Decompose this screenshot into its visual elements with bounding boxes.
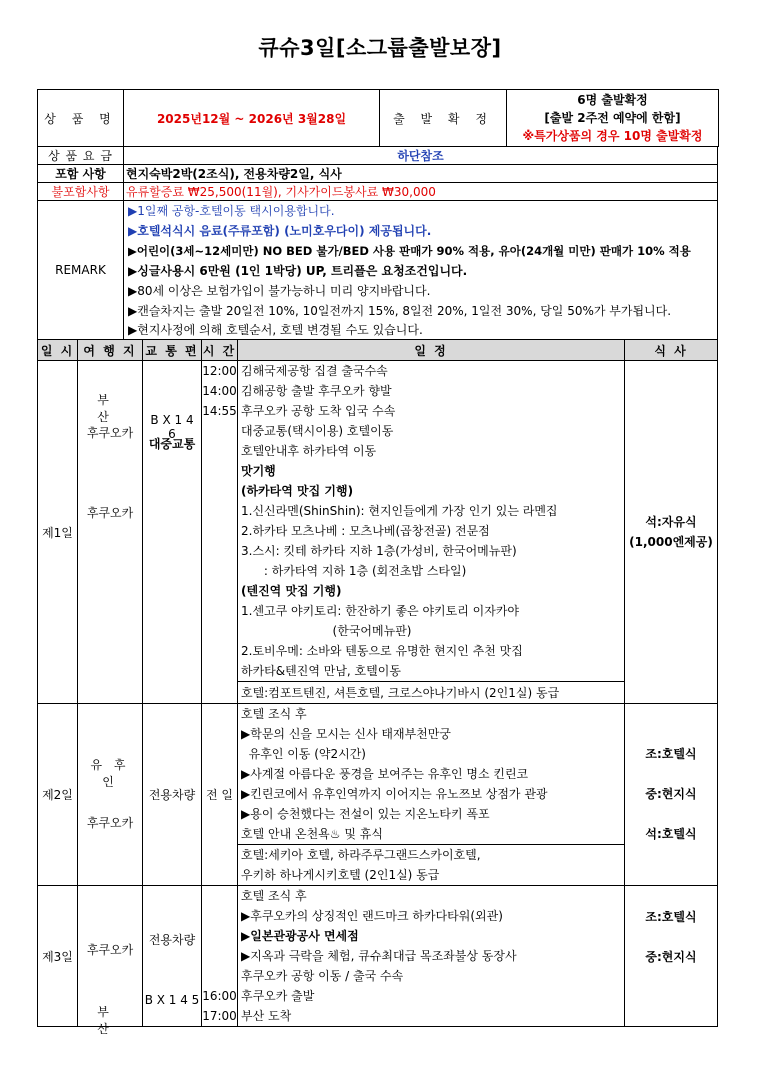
day2-meals xyxy=(625,704,718,886)
excluded-label: 불포함사항 xyxy=(38,183,124,201)
schedule-table xyxy=(37,339,718,1036)
day3-vehicle: 전용차량 xyxy=(148,933,196,947)
itinerary-item: (하카타역 맛집 기행) xyxy=(241,484,354,498)
itinerary-item: ▶용이 승천했다는 전설이 있는 지온노타키 폭포 xyxy=(241,807,490,821)
itinerary-item: 맛기행 xyxy=(241,464,276,478)
day1-transit: 대중교통 xyxy=(148,437,196,451)
day2-time: 전 일 xyxy=(202,704,238,886)
remark-item: ▶어린이(3세~12세미만) NO BED 불가/BED 사용 판매가 90% 적용, 유아(24개월 미만) 판매가 10% 적용 xyxy=(128,244,691,258)
product-name-label: 상 품 명 xyxy=(38,90,124,147)
confirm-line-3: ※특가상품의 경우 10명 출발확정 xyxy=(522,129,703,143)
excluded-value: 유류할증료 ₩25,500(11월), 기사가이드봉사료 ₩30,000 xyxy=(124,183,718,201)
itinerary-item: 후쿠오카 출발 xyxy=(241,989,315,1003)
product-period: 2025년12월 ~ 2026년 3월28일 xyxy=(124,90,380,147)
header-itinerary: 일 정 xyxy=(238,340,625,361)
itinerary-item: 호텔 조식 후 xyxy=(241,707,307,721)
itinerary-item: 김해공항 출발 후쿠오카 향발 xyxy=(241,384,392,398)
remark-item: ▶싱글사용시 6만원 (1인 1박당) UP, 트리플은 요청조건입니다. xyxy=(128,264,468,278)
day3-meal: 조:호텔식 xyxy=(645,910,697,924)
itinerary-item: 후쿠오카 공항 이동 / 출국 수속 xyxy=(241,969,404,983)
confirm-line-2: [출발 2주전 예약에 한함] xyxy=(544,111,681,125)
itinerary-item: 부산 도착 xyxy=(241,1009,292,1023)
day3-time: 16:00 xyxy=(202,989,237,1003)
day1-time: 14:00 xyxy=(202,384,237,398)
confirm-line-1: 6명 출발확정 xyxy=(577,93,648,107)
remark-item: ▶호텔석식시 음료(주류포함) (노미호우다이) 제공됩니다. xyxy=(128,224,432,238)
itinerary-item: (텐진역 맛집 기행) xyxy=(241,584,342,598)
tour-sheet xyxy=(37,89,718,1036)
day1-meal-line: 석:자유식 xyxy=(645,515,697,529)
day2-hotel xyxy=(238,845,625,886)
day3-meal: 중:현지식 xyxy=(645,950,697,964)
header-time: 시 간 xyxy=(202,340,238,361)
itinerary-item: ▶학문의 신을 모시는 신사 태재부천만궁 xyxy=(241,727,451,741)
itinerary-item: 후쿠오카 공항 도착 입국 수속 xyxy=(241,404,396,418)
remark-item: ▶현지사정에 의해 호텔순서, 호텔 변경될 수도 있습니다. xyxy=(128,323,423,337)
day2-transport: 전용차량 xyxy=(143,704,202,886)
confirm-label: 출 발 확 정 xyxy=(380,90,507,147)
itinerary-item: 1.센고쿠 야키토리: 한잔하기 좋은 야키토리 이자카야 xyxy=(241,604,519,618)
page-title: 큐슈3일[소그룹출발보장] xyxy=(258,36,502,60)
day1-times xyxy=(202,361,238,704)
day2-places xyxy=(78,704,143,886)
day1-hotel: 호텔:컴포트텐진, 셔튼호텔, 크로스야나기바시 (2인1실) 동급 xyxy=(238,682,625,704)
itinerary-item: 2.토비우메: 소바와 텐동으로 유명한 현지인 추천 맛집 xyxy=(241,644,523,658)
day3-flight: B X 1 4 5 xyxy=(144,993,200,1007)
itinerary-item: ▶후쿠오카의 상징적인 랜드마크 하카다타워(외관) xyxy=(241,909,503,923)
day3-place: 후쿠오카 xyxy=(86,943,134,957)
day2-hotel-line: 호텔:세키아 호텔, 하라주루그랜드스카이호텔, xyxy=(241,848,481,862)
included-label: 포함 사항 xyxy=(38,165,124,183)
day2-place: 유 후 인 xyxy=(90,757,130,789)
day1-flight: B X 1 4 6 xyxy=(150,413,194,441)
day3-itinerary xyxy=(238,886,625,1027)
day1-meal xyxy=(625,361,718,704)
day3-time: 17:00 xyxy=(202,1009,237,1023)
remark-item: ▶1일째 공항-호텔이동 택시이용합니다. xyxy=(128,204,335,218)
day3-meals xyxy=(625,886,718,1027)
itinerary-item: 유후인 이동 (약2시간) xyxy=(241,747,366,761)
itinerary-item: (한국어메뉴판) xyxy=(241,624,412,638)
itinerary-item: 하카타&텐진역 만남, 호텔이동 xyxy=(241,664,401,678)
day2-hotel-line: 우키하 하나게시키호텔 (2인1실) 동급 xyxy=(241,868,440,882)
remark-list xyxy=(124,201,718,340)
header-transport: 교 통 편 xyxy=(143,340,202,361)
day2-label: 제2일 xyxy=(38,704,78,886)
day1-meal-line: (1,000엔제공) xyxy=(629,535,713,549)
itinerary-item: ▶일본관광공사 면세점 xyxy=(241,929,359,943)
itinerary-item: 대중교통(택시이용) 호텔이동 xyxy=(241,424,394,438)
itinerary-item: 호텔 안내 온천욕♨ 및 휴식 xyxy=(241,827,383,841)
day1-transport xyxy=(143,361,202,704)
day1-place: 부 산 xyxy=(97,393,123,424)
itinerary-item: 3.스시: 킷테 하카타 지하 1층(가성비, 한국어메뉴판) xyxy=(241,544,517,558)
remark-item: ▶캔슬차지는 출발 20일전 10%, 10일전까지 15%, 8일전 20%, 1일전 30%, 당일 50%가 부가됩니다. xyxy=(128,304,672,318)
day3-times xyxy=(202,886,238,1027)
itinerary-item: 김해국제공항 집결 출국수속 xyxy=(241,364,388,378)
day1-time: 12:00 xyxy=(202,364,237,378)
itinerary-item: ▶사계절 아름다운 풍경을 보여주는 유후인 명소 킨린코 xyxy=(241,767,529,781)
itinerary-item: ▶킨린코에서 유후인역까지 이어지는 유노쯔보 상점가 관광 xyxy=(241,787,548,801)
day3-label: 제3일 xyxy=(38,886,78,1027)
day3-places xyxy=(78,886,143,1036)
included-value: 현지숙박2박(2조식), 전용차량2일, 식사 xyxy=(124,165,718,183)
info-table xyxy=(37,89,719,147)
itinerary-item: ▶지옥과 극락을 체험, 큐슈최대급 목조좌불상 동장사 xyxy=(241,949,517,963)
itinerary-item: 호텔 조식 후 xyxy=(241,889,307,903)
day2-meal: 조:호텔식 xyxy=(645,746,697,761)
price-label: 상 품 요 금 xyxy=(38,147,124,165)
header-day: 일 시 xyxy=(38,340,78,361)
day3-place: 부 산 xyxy=(97,1005,123,1036)
day2-meal: 중:현지식 xyxy=(645,786,697,801)
day1-time: 14:55 xyxy=(202,404,237,418)
day1-label: 제1일 xyxy=(38,361,78,704)
header-place: 여 행 지 xyxy=(78,340,143,361)
itinerary-item: 호텔안내후 하카타역 이동 xyxy=(241,444,377,458)
confirm-info xyxy=(507,90,719,147)
remark-item: ▶80세 이상은 보험가입이 불가능하니 미리 양지바랍니다. xyxy=(128,284,431,298)
day1-itinerary xyxy=(238,361,625,682)
itinerary-item: 2.하카타 모츠나베 : 모츠나베(곱창전골) 전문점 xyxy=(241,524,490,538)
day2-meal: 석:호텔식 xyxy=(645,826,697,841)
itinerary-item: : 하카타역 지하 1층 (회전초밥 스타일) xyxy=(241,564,467,578)
day1-places xyxy=(78,361,143,704)
remark-label: REMARK xyxy=(38,201,124,340)
header-meal: 식 사 xyxy=(625,340,718,361)
day1-place: 후쿠오카 xyxy=(86,426,134,440)
day1-place: 후쿠오카 xyxy=(86,506,134,520)
detail-table xyxy=(37,146,718,340)
price-value: 하단참조 xyxy=(124,147,718,165)
itinerary-item: 1.신신라멘(ShinShin): 현지인들에게 가장 인기 있는 라멘집 xyxy=(241,504,558,518)
day2-place: 후쿠오카 xyxy=(86,815,134,830)
day2-itinerary xyxy=(238,704,625,845)
day3-transport xyxy=(143,886,202,1027)
